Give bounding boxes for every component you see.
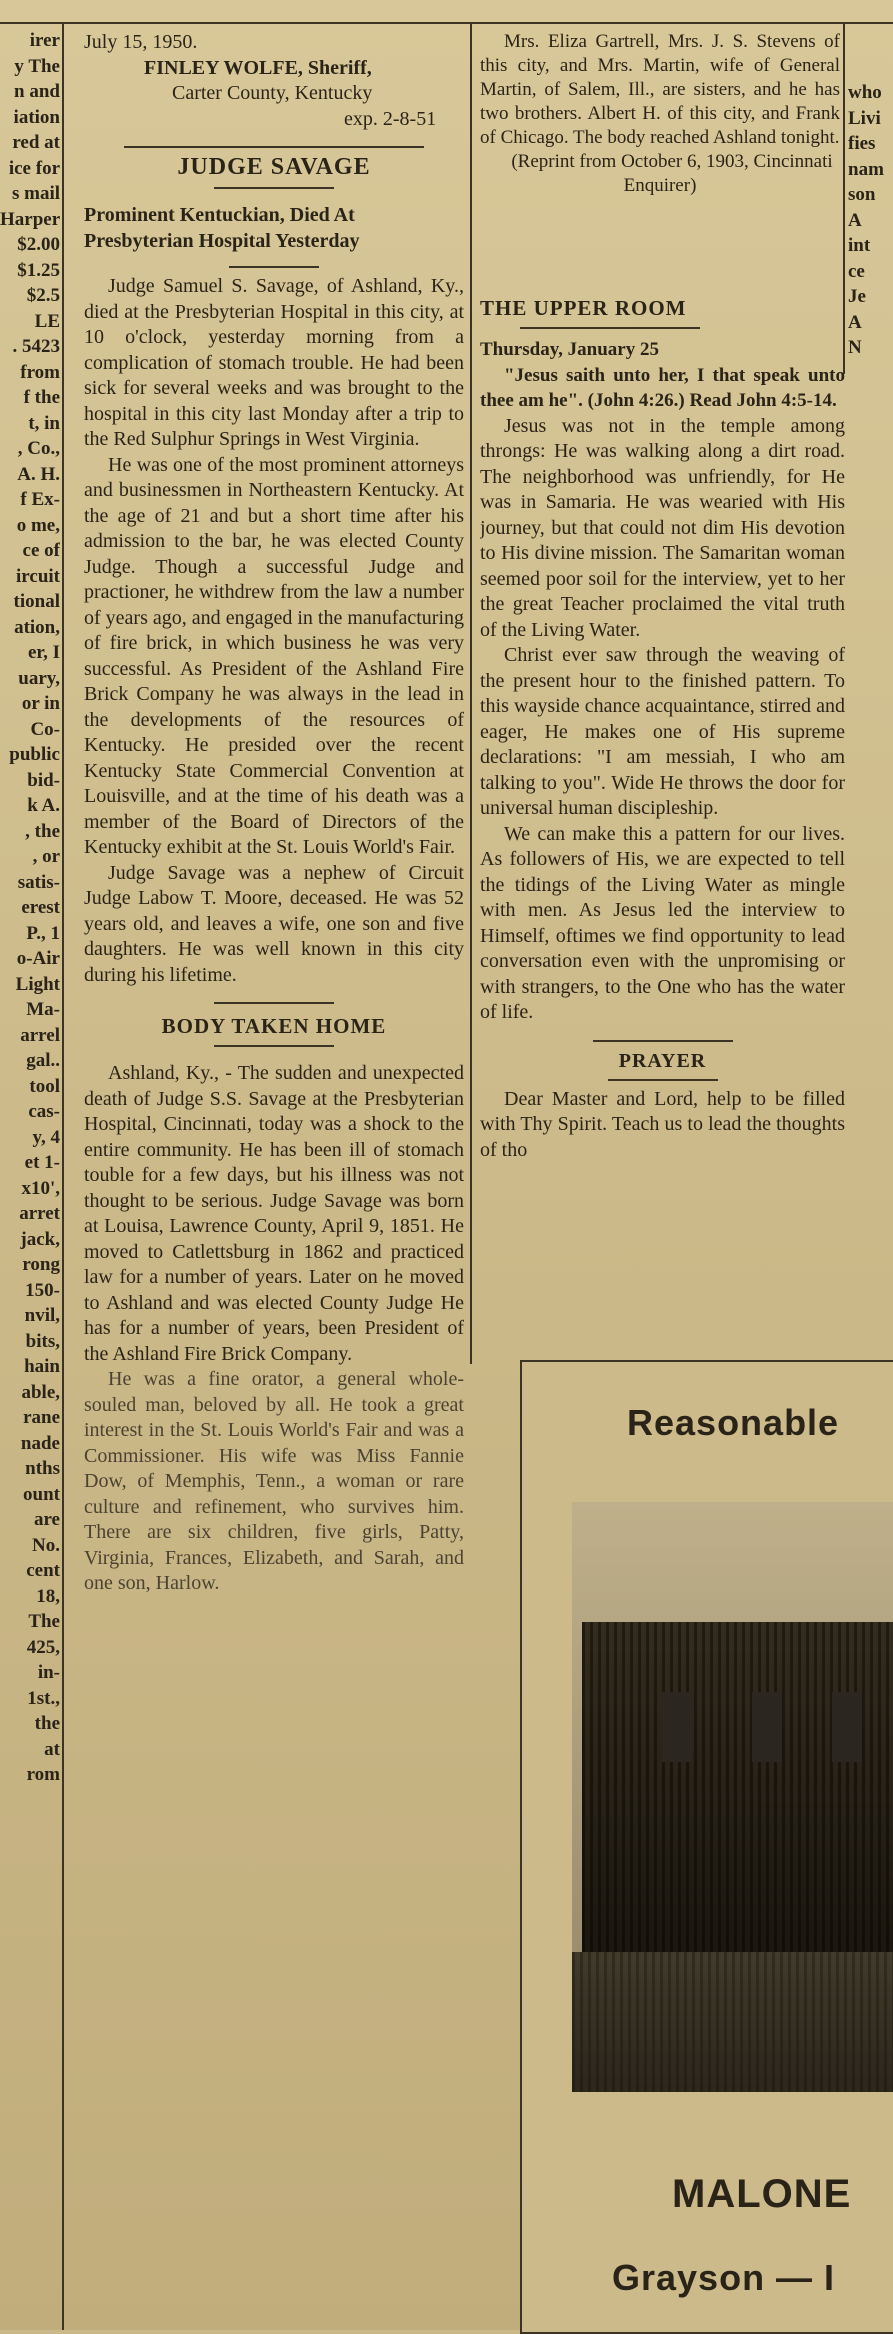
right-fragment-line: A: [848, 209, 862, 231]
left-fragment-line: The: [28, 1611, 60, 1632]
left-fragment-line: nade: [20, 1432, 60, 1454]
left-fragment-line: 18,: [36, 1585, 60, 1607]
left-fragment-line: ce of: [22, 540, 60, 561]
top-rule: [0, 22, 893, 24]
left-fragment-line: x10',: [21, 1177, 60, 1199]
left-fragment-line: No.: [32, 1534, 60, 1556]
left-fragment-line: cas-: [28, 1101, 60, 1122]
upper-room-date: Thursday, January 25: [480, 339, 659, 360]
left-fragment-line: rom: [26, 1764, 60, 1785]
left-fragment-line: A. H.: [17, 463, 60, 485]
upper-room-paragraph-3: We can make this a pattern for our lives. As followers of His, we are expected to tell the tidings of the Living Water as mingle with men. As Jesus led the interview to Himself, oftimes we find opportunity to lead conversation even with the unpromising or with strangers, to the One who has the water of life.: [480, 822, 845, 1023]
left-fragment-line: ice for: [8, 157, 60, 179]
upper-room-paragraph-2: Christ ever saw through the weaving of the present hour to the finished pattern. To this wayside chance acquaintance, stirred and eager, He makes one of His supreme declarations: "I am messiah, I who am talking to you". Wide He throws the door for universal human discipleship.: [480, 644, 845, 819]
notice-name: FINLEY WOLFE, Sheriff,: [144, 56, 372, 79]
left-fragment-line: uary,: [18, 667, 60, 689]
left-fragment-line: $2.5: [26, 285, 60, 306]
column-rule-2: [470, 24, 472, 1364]
right-fragment-line: int: [848, 235, 871, 256]
left-fragment-line: at: [44, 1738, 60, 1760]
left-fragment-line: nvil,: [24, 1305, 60, 1326]
ad-photo-window: [832, 1692, 862, 1762]
judge-headline: JUDGE SAVAGE: [177, 154, 371, 180]
right-fragment-line: ce: [848, 260, 865, 282]
left-fragment-line: hain: [24, 1356, 60, 1377]
right-fragment-line: A: [848, 311, 862, 333]
left-fragment-line: arrel: [20, 1024, 60, 1046]
left-fragment-line: rong: [22, 1254, 60, 1275]
judge-paragraph-1: Judge Samuel S. Savage, of Ashland, Ky., died at the Presbyterian Hospital in this city, at 10 o'clock, yesterday morning from a complication of stomach trouble. He had been sick for several weeks and was brought to the hospital in this city last Monday after a trip to the Red Sulphur Springs in West Virginia.: [84, 275, 464, 450]
upper-room-paragraph-1: Jesus was not in the temple among throngs: He was walking along a dirt road. The neighborhood was unfriendly, for He was in Samaria. He was wearied with His journey, but that could not dim His devotion to His divine mission. The Samaritan woman seemed poor soil for the interview, yet to her the great Teacher proclaimed the vital truth of the Living Water.: [480, 414, 845, 641]
left-fragment-line: in-: [37, 1662, 60, 1683]
left-fragment-line: arret: [19, 1203, 60, 1224]
upper-room-verse: "Jesus saith unto her, I that speak unto thee am he". (John 4:26.) Read John 4:5-14.: [480, 364, 845, 411]
upper-room-headline: THE UPPER ROOM: [480, 296, 687, 320]
right-fragment-line: Je: [848, 286, 866, 307]
left-fragment-line: o-Air: [16, 948, 60, 969]
ad-title: Reasonable: [627, 1402, 840, 1443]
ad-photo-facade: [582, 1622, 893, 1952]
left-fragment-line: ation,: [14, 616, 60, 638]
family-reprint: (Reprint from October 6, 1903, Cincinnati Enquirer): [511, 151, 833, 196]
left-fragment-line: LE: [34, 310, 60, 332]
notice-date: July 15, 1950.: [84, 31, 198, 53]
left-fragment-line: y The: [14, 55, 60, 77]
body-taken-paragraph-1: Ashland, Ky., - The sudden and unexpected death of Judge S.S. Savage at the Presbyterian Hospital, Cincinnati, today was a shock to the entire community. He has been ill of stomach touble for a few days, but his illness was not thought to be serious. Judge Savage was born at Louisa, Lawrence County, April 9, 1851. He moved to Catlettsburg in 1862 and practiced law for a number of years. Later on he moved to Ashland and was elected County Judge He has for a number of years, been President of the Ashland Fire Brick Company.: [84, 1062, 464, 1365]
left-fragment-line: $2.00: [17, 234, 60, 255]
left-fragment-line: n and: [14, 81, 60, 102]
judge-savage-article: [84, 140, 464, 2310]
ad-photo-window: [752, 1692, 782, 1762]
left-fragment-line: 150-: [25, 1279, 60, 1301]
malone-advertisement: [520, 1360, 893, 2334]
left-fragment-line: public: [9, 744, 60, 765]
notice-exp: exp. 2-8-51: [344, 107, 437, 130]
ad-place: Grayson — I: [612, 2257, 836, 2298]
right-fragment-line: fies: [848, 133, 876, 154]
prayer-headline: PRAYER: [618, 1049, 707, 1072]
left-fragment-line: Ma-: [26, 999, 60, 1020]
judge-subhead: Prominent Kentuckian, Died At Presbyterian Hospital Yesterday: [84, 204, 360, 252]
left-fragment-line: ircuit: [16, 565, 60, 587]
left-fragment-column: [0, 28, 60, 2328]
left-fragment-line: P., 1: [26, 922, 60, 944]
left-fragment-line: tool: [29, 1075, 60, 1097]
left-fragment-line: f the: [23, 387, 60, 408]
left-fragment-line: k A.: [27, 795, 60, 816]
right-fragment-line: N: [848, 337, 862, 358]
left-fragment-line: Co-: [30, 718, 60, 740]
body-taken-headline: BODY TAKEN HOME: [161, 1014, 387, 1038]
left-fragment-line: erest: [21, 897, 60, 918]
left-fragment-line: rane: [23, 1407, 60, 1428]
left-fragment-line: bid-: [27, 769, 60, 791]
left-fragment-line: are: [33, 1509, 60, 1530]
left-fragment-line: y, 4: [32, 1126, 60, 1148]
left-fragment-line: cent: [26, 1560, 60, 1581]
left-fragment-line: satis-: [17, 871, 60, 893]
left-fragment-line: the: [34, 1713, 60, 1734]
left-fragment-line: nths: [25, 1458, 60, 1479]
left-fragment-line: bits,: [25, 1330, 60, 1352]
upper-room-column: [480, 296, 845, 1306]
column-rule-1: [62, 24, 64, 2330]
left-fragment-line: Harper: [0, 208, 60, 230]
left-fragment-line: 425,: [26, 1636, 60, 1658]
family-continuation: [480, 30, 840, 290]
body-taken-paragraph-2: He was a fine orator, a general whole-souled man, beloved by all. He took a great interest in the St. Louis World's Fair and was a Commissioner. His wife was Miss Fannie Dow, of Memphis, Tenn., a woman or rare culture and refinement, who survives him. There are six children, five girls, Patty, Virginia, Frances, Elizabeth, and Sarah, and one son, Harlow.: [84, 1368, 464, 1594]
left-fragment-line: able,: [21, 1381, 60, 1403]
left-fragment-line: s mail: [11, 183, 60, 204]
sheriff-notice: [84, 30, 464, 150]
left-fragment-line: , the: [25, 820, 60, 842]
left-fragment-line: gal..: [26, 1050, 60, 1071]
left-fragment-line: f Ex-: [20, 489, 60, 510]
left-fragment-line: 1st.,: [27, 1687, 60, 1709]
left-fragment-line: irer: [29, 30, 60, 51]
left-fragment-line: . 5423: [12, 336, 60, 357]
right-fragment-line: who: [848, 82, 882, 103]
judge-paragraph-2: He was one of the most prominent attorneys and businessmen in Northeastern Kentucky. At the age of 21 and but a short time after his admission to the bar, he was elected County Judge. Though a successful Judge and practioner, he withdrew from the law a number of years ago, and engaged in the manufacturing of fire brick, in which business he was very successful. As President of the Ashland Fire Brick Company he was always in the lead in the developments of the resources of Kentucky. He presided over the recent Kentucky State Commercial Convention at Louisville, and at the time of his death was a member of the Board of Directors of the Kentucky exhibit at the St. Louis World's Fair.: [84, 453, 464, 858]
left-fragment-line: ount: [23, 1483, 60, 1505]
left-fragment-line: or in: [21, 693, 60, 714]
left-fragment-line: er, I: [27, 642, 60, 663]
left-fragment-line: , or: [32, 846, 60, 867]
left-fragment-line: Light: [15, 973, 60, 995]
right-fragment-line: Livi: [848, 107, 881, 129]
left-fragment-line: from: [20, 361, 60, 383]
left-fragment-line: red at: [12, 132, 60, 153]
left-fragment-line: tional: [13, 591, 60, 612]
ad-photo-window: [662, 1692, 692, 1762]
left-fragment-line: , Co.,: [17, 438, 60, 459]
right-fragment-column: [848, 80, 893, 640]
right-fragment-line: nam: [848, 158, 884, 180]
judge-paragraph-3: Judge Savage was a nephew of Circuit Judge Labow T. Moore, deceased. He was 52 years old, and leaves a wife, one son and five daughters. He was well known in this city during his lifetime.: [84, 861, 464, 986]
left-fragment-line: o me,: [16, 514, 60, 536]
notice-county: Carter County, Kentucky: [172, 82, 373, 104]
right-fragment-line: son: [848, 184, 876, 205]
left-fragment-line: jack,: [20, 1228, 60, 1250]
left-fragment-line: et 1-: [24, 1152, 60, 1173]
ad-photo-ground: [572, 1952, 893, 2092]
left-fragment-line: iation: [13, 106, 60, 128]
left-fragment-line: t, in: [28, 412, 60, 434]
ad-name: MALONE: [672, 2172, 852, 2216]
prayer-text: Dear Master and Lord, help to be filled with Thy Spirit. Teach us to lead the thoughts of tho: [480, 1087, 845, 1161]
left-fragment-line: $1.25: [17, 259, 60, 281]
family-text: Mrs. Eliza Gartrell, Mrs. J. S. Stevens of this city, and Mrs. Martin, wife of General Martin, of Salem, Ill., are sisters, and he has two brothers. Albert H. of this city, and Frank of Chicago. The body reached Ashland tonight.: [480, 31, 840, 148]
